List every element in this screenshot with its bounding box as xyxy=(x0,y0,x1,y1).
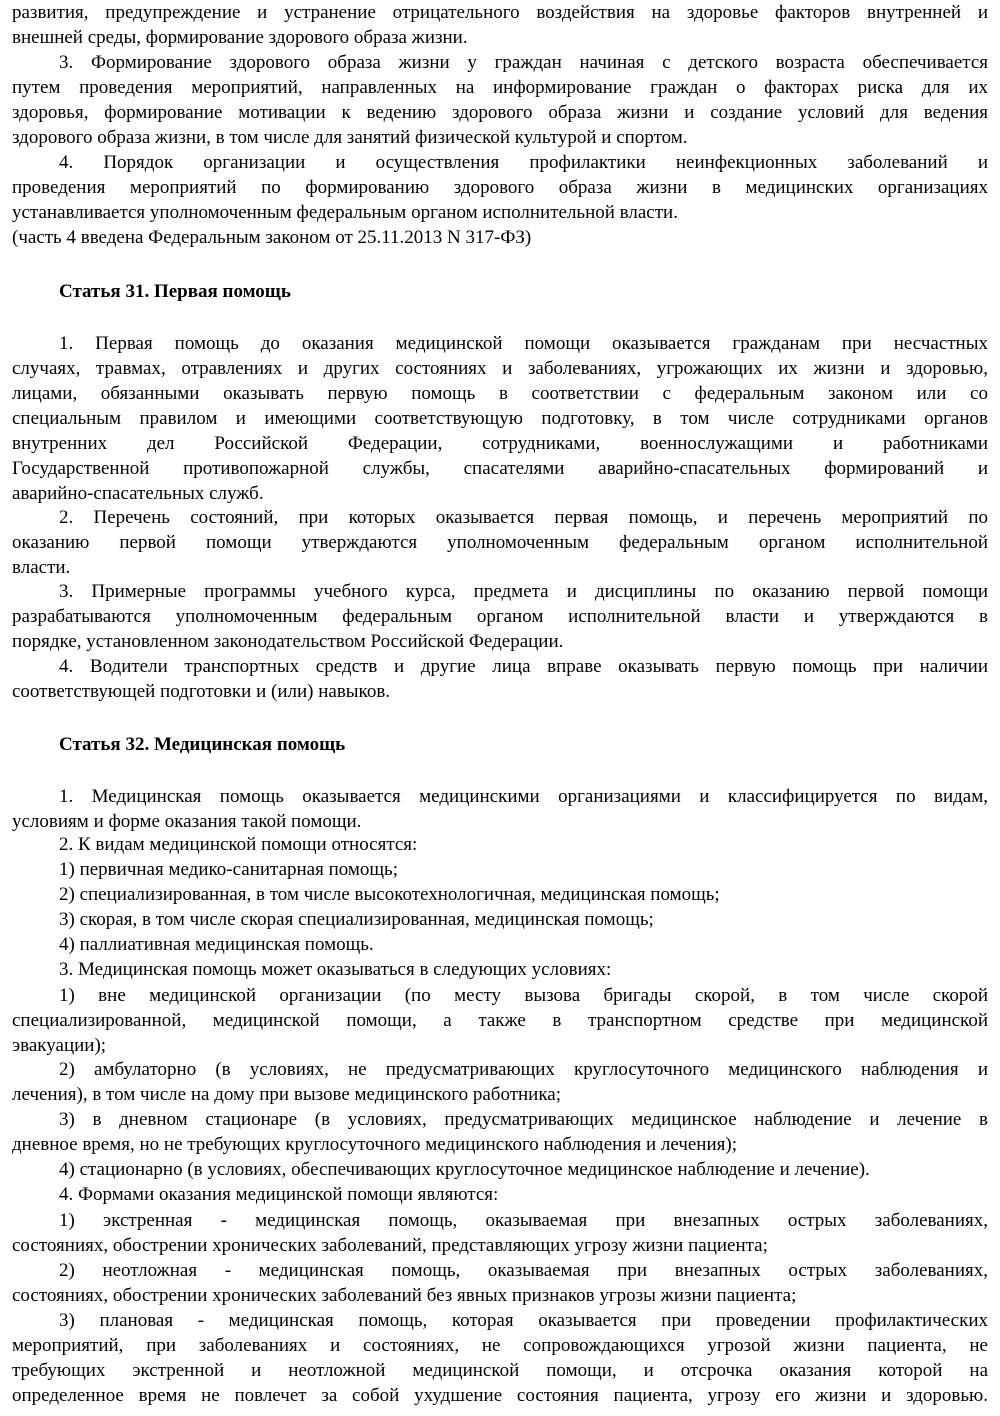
text-line: состояниях, обострении хронических заболеваний, представляющих угрозу жизни пациента; xyxy=(12,1235,768,1256)
text-line: 3. Медицинская помощь может оказываться в следующих условиях: xyxy=(59,959,612,980)
text-line: состояниях, обострении хронических заболеваний без явных признаков угрозы жизни пациента; xyxy=(12,1285,797,1306)
text-line: требующих экстренной и неотложной медицинской помощи, и отсрочка оказания которой на xyxy=(12,1360,988,1381)
text-line: 3) в дневном стационаре (в условиях, предусматривающих медицинское наблюдение и лечение в xyxy=(59,1109,988,1130)
text-line: власти. xyxy=(12,557,71,578)
text-line: внутренних дел Российской Федерации, сотрудниками, военнослужащими и работниками xyxy=(12,433,988,454)
text-line: лечения), в том числе на дому при вызове медицинского работника; xyxy=(12,1084,561,1105)
text-line: 2) амбулаторно (в условиях, не предусматривающих круглосуточного медицинского наблюдения и xyxy=(59,1059,988,1080)
text-line: проведения мероприятий по формированию здорового образа жизни в медицинских организациях xyxy=(12,177,988,198)
text-line: мероприятий, при заболеваниях и состояниях, не сопровождающихся угрозой жизни пациента, не xyxy=(12,1335,988,1356)
text-line: (часть 4 введена Федеральным законом от 25.11.2013 N 317-ФЗ) xyxy=(12,227,532,248)
text-line: 4. Водители транспортных средств и другие лица вправе оказывать первую помощь при наличии xyxy=(59,656,988,677)
article-heading: Статья 32. Медицинская помощь xyxy=(59,734,346,755)
text-line: 2. Перечень состояний, при которых оказывается первая помощь, и перечень мероприятий по xyxy=(59,507,988,528)
text-line: 3. Примерные программы учебного курса, предмета и дисциплины по оказанию первой помощи xyxy=(59,581,988,602)
text-line: эвакуации); xyxy=(12,1035,107,1056)
text-line: внешней среды, формирование здорового образа жизни. xyxy=(12,27,468,48)
text-line: дневное время, но не требующих круглосуточного медицинского наблюдения и лечения); xyxy=(12,1134,737,1155)
text-line: случаях, травмах, отравлениях и других состояниях и заболеваниях, угрожающих их жизни и здоровью, xyxy=(12,358,988,379)
text-line: разрабатываются уполномоченным федеральным органом исполнительной власти и утверждаются в xyxy=(12,606,988,627)
text-line: 4. Порядок организации и осуществления профилактики неинфекционных заболеваний и xyxy=(59,152,988,173)
text-line: 1) экстренная - медицинская помощь, оказываемая при внезапных острых заболеваниях, xyxy=(59,1210,988,1231)
text-line: 3) плановая - медицинская помощь, которая оказывается при проведении профилактических xyxy=(59,1310,988,1331)
text-line: 2. К видам медицинской помощи относятся: xyxy=(59,834,418,855)
text-line: лицами, обязанными оказывать первую помощь в соответствии с федеральным законом или со xyxy=(12,383,988,404)
text-line: 4. Формами оказания медицинской помощи являются: xyxy=(59,1184,499,1205)
text-line: оказанию первой помощи утверждаются уполномоченным федеральным органом исполнительной xyxy=(12,532,988,553)
text-line: 1. Медицинская помощь оказывается медицинскими организациями и классифицируется по видам, xyxy=(59,786,988,807)
text-line: порядке, установленном законодательством Российской Федерации. xyxy=(12,631,564,652)
text-line: развития, предупреждение и устранение отрицательного воздействия на здоровье факторов внутренней и xyxy=(12,2,988,23)
text-line: условиям и форме оказания такой помощи. xyxy=(12,811,362,832)
text-line: Государственной противопожарной службы, спасателями аварийно-спасательных формирований и xyxy=(12,458,988,479)
text-line: аварийно-спасательных служб. xyxy=(12,483,264,504)
text-line: 1. Первая помощь до оказания медицинской помощи оказывается гражданам при несчастных xyxy=(59,333,988,354)
text-line: путем проведения мероприятий, направленных на информирование граждан о факторах риска для их xyxy=(12,77,988,98)
text-line: здоровья, формирование мотивации к ведению здорового образа жизни и создание условий для ведения xyxy=(12,102,988,123)
text-line: 1) вне медицинской организации (по месту вызова бригады скорой, в том числе скорой xyxy=(59,985,988,1006)
text-line: 4) паллиативная медицинская помощь. xyxy=(59,934,374,955)
text-line: здорового образа жизни, в том числе для занятий физической культурой и спортом. xyxy=(12,127,688,148)
article-heading: Статья 31. Первая помощь xyxy=(59,281,291,302)
text-line: определенное время не повлечет за собой ухудшение состояния пациента, угрозу его жизни и здоровью. xyxy=(12,1385,988,1406)
text-line: специализированной, медицинской помощи, а также в транспортном средстве при медицинской xyxy=(12,1010,988,1031)
text-line: 2) специализированная, в том числе высокотехнологичная, медицинская помощь; xyxy=(59,884,720,905)
text-line: устанавливается уполномоченным федеральным органом исполнительной власти. xyxy=(12,202,678,223)
text-line: 3. Формирование здорового образа жизни у граждан начиная с детского возраста обеспечивается xyxy=(59,52,988,73)
text-line: 3) скорая, в том числе скорая специализированная, медицинская помощь; xyxy=(59,909,654,930)
text-line: 2) неотложная - медицинская помощь, оказываемая при внезапных острых заболеваниях, xyxy=(59,1260,988,1281)
text-line: соответствующей подготовки и (или) навыков. xyxy=(12,681,391,702)
text-line: 1) первичная медико-санитарная помощь; xyxy=(59,859,398,880)
text-line: 4) стационарно (в условиях, обеспечивающих круглосуточное медицинское наблюдение и лечение). xyxy=(59,1159,870,1180)
text-line: специальным правилом и имеющими соответствующую подготовку, в том числе сотрудниками органов xyxy=(12,408,988,429)
